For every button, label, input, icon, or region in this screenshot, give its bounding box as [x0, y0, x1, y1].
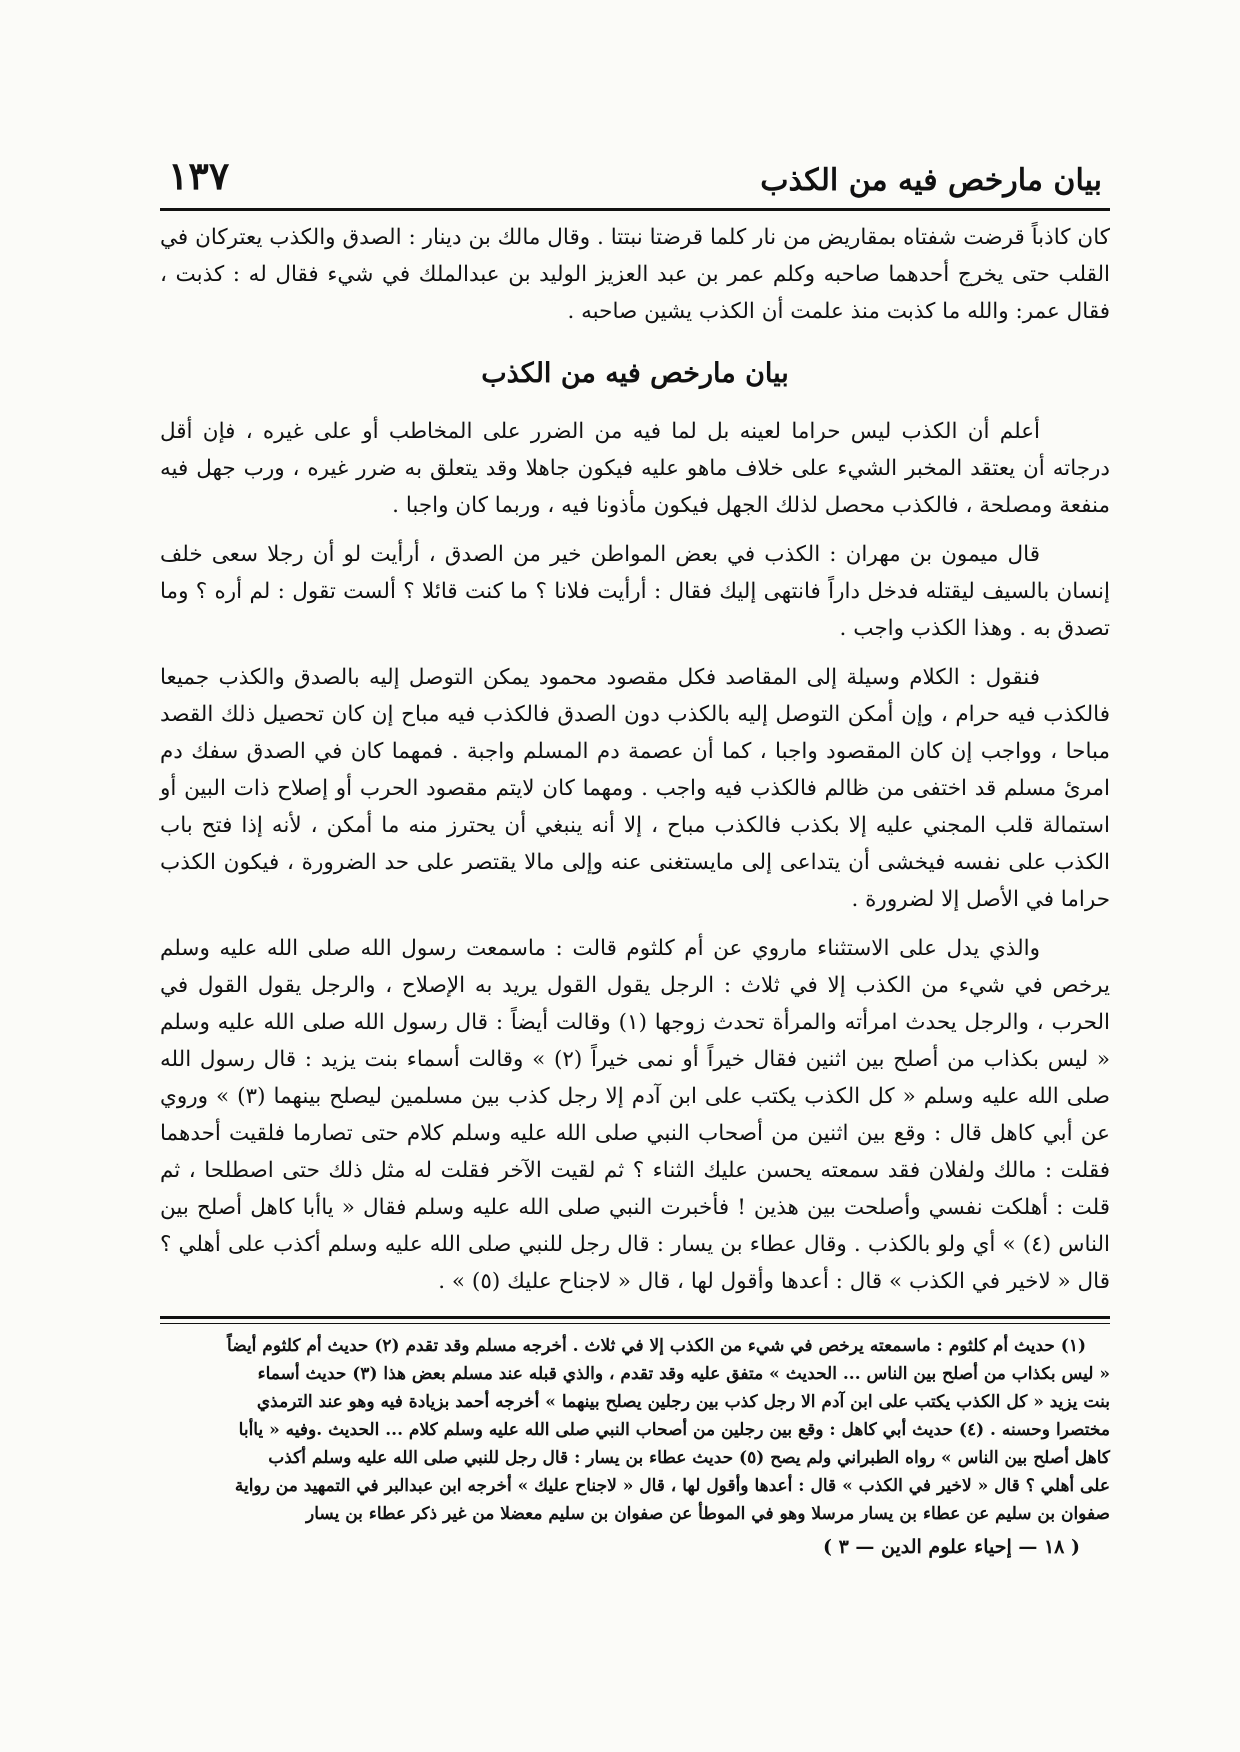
running-title: بيان مارخص فيه من الكذب — [760, 163, 1102, 198]
footnote-line: كاهل أصلح بين الناس » رواه الطبراني ولم يصح (٥) حديث عطاء بن يسار : قال رجل للنبي صلى الله عليه وسلم أكذب — [268, 1448, 1110, 1468]
footnote-line: مختصرا وحسنه . (٤) حديث أبي كاهل : وقع بين رجلين من أصحاب النبي صلى الله عليه وسلم كلام ... الحديث .وفيه « ياأبا — [238, 1420, 1110, 1440]
section-heading: بيان مارخص فيه من الكذب — [481, 358, 789, 389]
footnote-divider — [160, 1316, 1110, 1324]
footnote-line: على أهلي ؟ قال « لاخير في الكذب » قال : أعدها وأقول لها ، قال « لاجناح عليك » أخرجه ابن عبدالبر في التمهيد من رواية — [234, 1476, 1110, 1496]
page-number: ١٣٧ — [168, 153, 230, 198]
paragraph-2: قال ميمون بن مهران : الكذب في بعض المواطن خير من الصدق ، أرأيت لو أن رجلا سعى خلف إنسان بالسيف ليقتله فدخل داراً فانتهى إليك فقال : أرأيت فلانا ؟ ما كنت قائلا ؟ ألست تقول : لم أره ؟ وما تصدق به . وهذا الكذب واجب . — [160, 542, 1110, 641]
footnotes — [160, 1332, 1110, 1528]
footnote-line: صفوان بن سليم عن عطاء بن يسار مرسلا وهو في الموطأ عن صفوان بن سليم معضلا من غير ذكر عطاء بن يسار — [306, 1504, 1110, 1524]
body-text — [160, 219, 1110, 1300]
footnote-line: (١) حديث أم كلثوم : ماسمعته يرخص في شيء من الكذب إلا في ثلاث . أخرجه مسلم وقد تقدم (٢) حديث أم كلثوم أيضاً — [227, 1336, 1086, 1356]
paragraph-3: فنقول : الكلام وسيلة إلى المقاصد فكل مقصود محمود يمكن التوصل إليه بالصدق والكذب جميعا فالكذب فيه حرام ، وإن أمكن التوصل إليه بالكذب دون الصدق فالكذب فيه مباح إن كان تحصيل ذلك القصد مباحا ، وواجب إن كان المقصود واجبا ، كما أن عصمة دم المسلم واجبة . فمهما كان في الصدق سفك دم امرئ مسلم قد اختفى من ظالم فالكذب فيه واجب . ومهما كان لايتم مقصود الحرب أو إصلاح ذات البين أو استمالة قلب المجني عليه إلا بكذب فالكذب مباح ، إلا أنه ينبغي أن يحترز منه ما أمكن ، لأنه إذا فتح باب الكذب على نفسه فيخشى أن يتداعى إلى مايستغنى عنه وإلى مالا يقتصر على حد الضرورة ، فيكون الكذب حراما في الأصل إلا لضرورة . — [160, 665, 1110, 912]
page-header — [160, 140, 1110, 211]
paragraph-1: أعلم أن الكذب ليس حراما لعينه بل لما فيه من الضرر على المخاطب أو على غيره ، فإن أقل درجاته أن يعتقد المخبر الشيء على خلاف ماهو عليه فيكون جاهلا وقد يتعلق به ضرر غيره ، ورب جهل فيه منفعة ومصلحة ، فالكذب محصل لذلك الجهل فيكون مأذونا فيه ، وربما كان واجبا . — [160, 419, 1110, 518]
paragraph-4: والذي يدل على الاستثناء ماروي عن أم كلثوم قالت : ماسمعت رسول الله صلى الله عليه وسلم يرخص في شيء من الكذب إلا في ثلاث : الرجل يقول القول يريد به الإصلاح ، والرجل يقول القول في الحرب ، والرجل يحدث امرأته والمرأة تحدث زوجها (١) وقالت أيضاً : قال رسول الله صلى الله عليه وسلم « ليس بكذاب من أصلح بين اثنين فقال خيراً أو نمى خيراً (٢) » وقالت أسماء بنت يزيد : قال رسول الله صلى الله عليه وسلم « كل الكذب يكتب على ابن آدم إلا رجل كذب بين مسلمين ليصلح بينهما (٣) » وروي عن أبي كاهل قال : وقع بين اثنين من أصحاب النبي صلى الله عليه وسلم كلام حتى تصارما فلقيت أحدهما فقلت : مالك ولفلان فقد سمعته يحسن عليك الثناء ؟ ثم لقيت الآخر فقلت له مثل ذلك حتى اصطلحا ، ثم قلت : أهلكت نفسي وأصلحت بين هذين ! فأخبرت النبي صلى الله عليه وسلم فقال « ياأبا كاهل أصلح بين الناس (٤) » أي ولو بالكذب . وقال عطاء بن يسار : قال رجل للنبي صلى الله عليه وسلم أكذب على أهلي ؟ قال « لاخير في الكذب » قال : أعدها وأقول لها ، قال « لاجناح عليك (٥) » . — [160, 936, 1111, 1294]
opening-paragraph: كان كاذباً قرضت شفتاه بمقاريض من نار كلما قرضتا نبتتا . وقال مالك بن دينار : الصدق والكذب يعتركان في القلب حتى يخرج أحدهما صاحبه وكلم عمر بن عبد العزيز الوليد بن عبدالملك في شيء فقال له : كذبت ، فقال عمر: والله ما كذبت منذ علمت أن الكذب يشين صاحبه . — [160, 225, 1110, 324]
signature-mark: ( ١٨ — إحياء علوم الدين — ٣ ) — [822, 1536, 1080, 1558]
footnote-line: بنت يزيد « كل الكذب يكتب على ابن آدم الا رجل كذب بين رجلين يصلح بينهما » أخرجه أحمد بزيادة فيه وهو عند الترمذي — [256, 1392, 1110, 1412]
footnote-line: « ليس بكذاب من أصلح بين الناس ... الحديث » متفق عليه وقد تقدم ، والذي قبله عند مسلم بعض هذا (٣) حديث أسماء — [257, 1364, 1110, 1384]
